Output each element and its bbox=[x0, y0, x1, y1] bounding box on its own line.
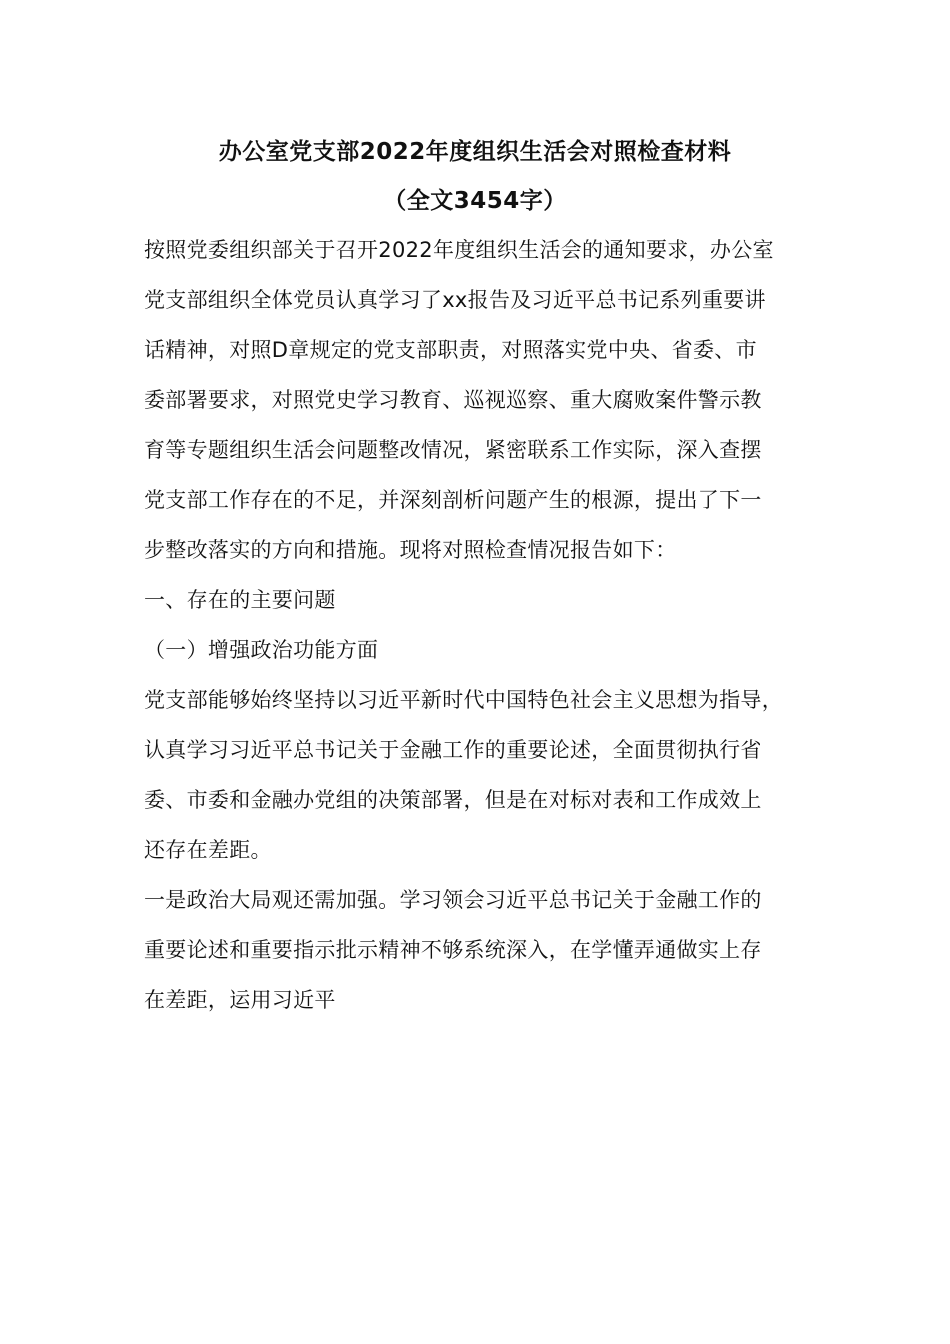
paragraph-intro-line-6: 党支部工作存在的不足，并深刻剖析问题产生的根源，提出了下一 bbox=[144, 488, 762, 512]
paragraph-intro-line-3: 话精神，对照D章规定的党支部职责，对照落实党中央、省委、市 bbox=[144, 338, 757, 362]
paragraph-point-one-line-1: 一是政治大局观还需加强。学习领会习近平总书记关于金融工作的 bbox=[144, 888, 762, 912]
paragraph-intro-line-4: 委部署要求，对照党史学习教育、巡视巡察、重大腐败案件警示教 bbox=[144, 388, 762, 412]
subsection-heading: （一）增强政治功能方面 bbox=[144, 638, 379, 662]
paragraph-political-line-3: 委、市委和金融办党组的决策部署，但是在对标对表和工作成效上 bbox=[144, 788, 762, 812]
paragraph-point-one-line-2: 重要论述和重要指示批示精神不够系统深入，在学懂弄通做实上存 bbox=[144, 938, 762, 962]
section-heading: 一、存在的主要问题 bbox=[144, 588, 336, 612]
paragraph-political-line-1: 党支部能够始终坚持以习近平新时代中国特色社会主义思想为指导， bbox=[144, 688, 783, 712]
paragraph-intro-line-2: 党支部组织全体党员认真学习了xx报告及习近平总书记系列重要讲 bbox=[144, 288, 766, 312]
paragraph-intro-line-5: 育等专题组织生活会问题整改情况，紧密联系工作实际，深入查摆 bbox=[144, 438, 762, 462]
paragraph-political-line-2: 认真学习习近平总书记关于金融工作的重要论述，全面贯彻执行省 bbox=[144, 738, 762, 762]
document-subtitle: （全文3454字） bbox=[383, 188, 567, 214]
paragraph-political-line-4: 还存在差距。 bbox=[144, 838, 272, 862]
paragraph-point-one-line-3: 在差距，运用习近平 bbox=[144, 988, 336, 1012]
document-title: 办公室党支部2022年度组织生活会对照检查材料 bbox=[218, 139, 732, 165]
paragraph-intro-line-7: 步整改落实的方向和措施。现将对照检查情况报告如下： bbox=[144, 538, 677, 562]
paragraph-intro-line-1: 按照党委组织部关于召开2022年度组织生活会的通知要求，办公室 bbox=[144, 238, 774, 262]
